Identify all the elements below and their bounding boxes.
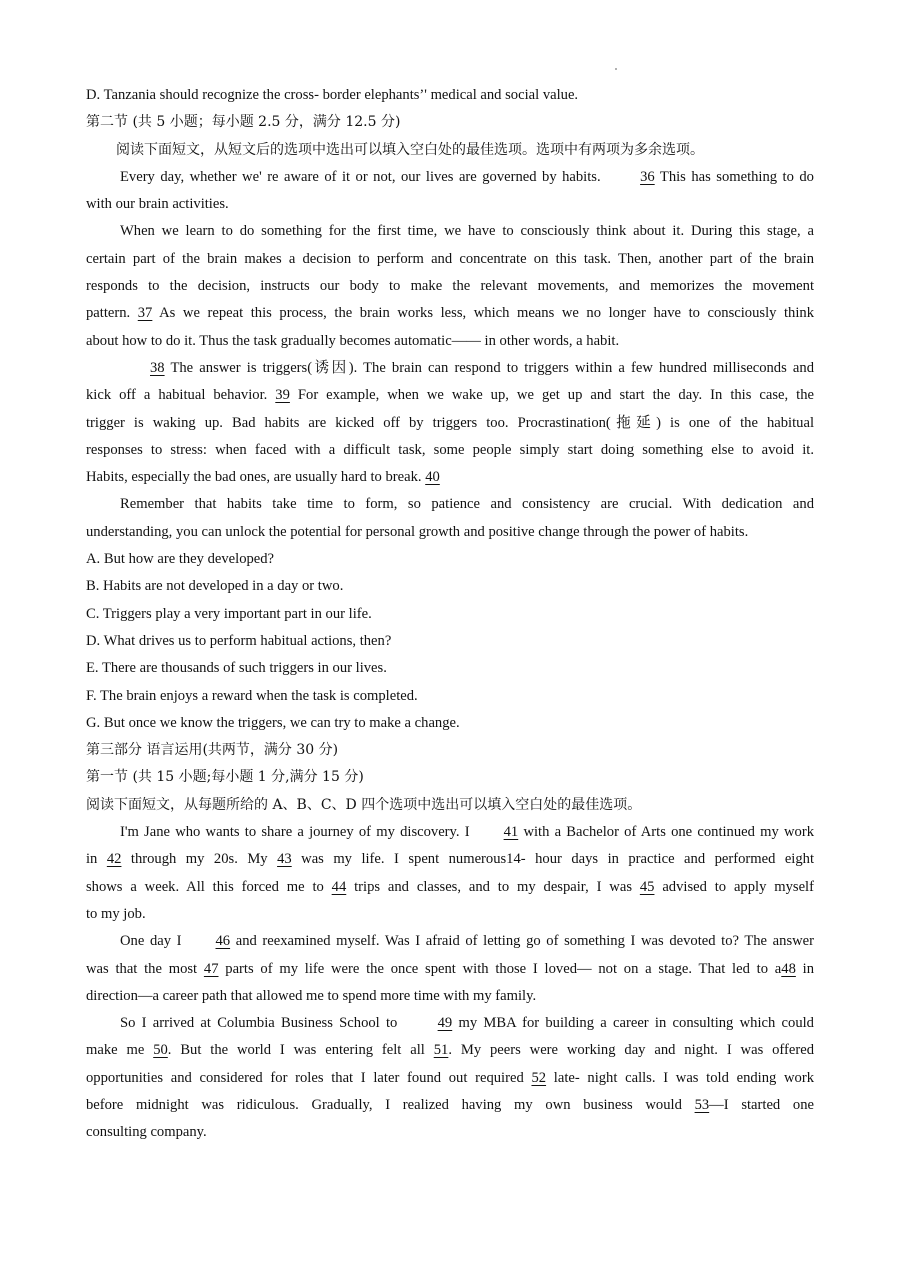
blank-48[interactable]: 48: [781, 960, 796, 977]
scan-speck: [615, 68, 617, 70]
section-heading-reading-7-choose-5: 第二节 (共 5 小题；每小题 2.5 分，满分 12.5 分): [86, 114, 401, 131]
blank-49[interactable]: 49: [437, 1015, 453, 1032]
passage1-p3-line1: [86, 355, 814, 382]
text: For example, when we wake up, we get up and start the day. In this case, the: [297, 387, 815, 404]
blank-45[interactable]: 45: [639, 878, 655, 895]
text: with a Bachelor of Arts one continued my work: [523, 824, 814, 841]
passage2-line2: [86, 846, 814, 873]
passage1-p2-line1: When we learn to do something for the first time, we have to consciously think about it. During this stage, a: [120, 223, 814, 240]
passage2-line4: to my job.: [86, 905, 146, 922]
text: shows a week. All this forced me to: [86, 878, 324, 895]
blank-50[interactable]: 50: [153, 1042, 168, 1059]
text: pattern.: [86, 305, 131, 322]
part3-section-heading: 第一节 (共 15 小题;每小题 1 分,满分 15 分): [86, 769, 364, 786]
passage2-line7: direction—a career path that allowed me to spend more time with my family.: [86, 987, 537, 1004]
text: opportunities and considered for roles that I later found out required: [86, 1069, 524, 1086]
passage1-p4-line1: Remember that habits take time to form, so patience and consistency are crucial. With dedication and: [120, 496, 814, 513]
part3-instruction: 阅读下面短文，从每题所给的 A、B、C、D 四个选项中选出可以填入空白处的最佳选项。: [86, 796, 642, 813]
previous-option-d: D. Tanzania should recognize the cross- border elephants’' medical and social value.: [86, 87, 579, 103]
blank-51[interactable]: 51: [433, 1042, 449, 1059]
text: The answer is triggers(诱因). The brain can respond to triggers within a few hundred milliseconds and: [170, 359, 814, 376]
option-d: D. What drives us to perform habitual actions, then?: [86, 632, 392, 649]
blank-40[interactable]: 40: [425, 469, 440, 486]
text: This has something to do: [659, 168, 814, 185]
blank-42[interactable]: 42: [106, 851, 122, 868]
passage1-p3-line3: trigger is waking up. Bad habits are kicked off by triggers too. Procrastination(拖延) is one of the habitual: [86, 414, 814, 431]
blank-46[interactable]: 46: [215, 933, 231, 950]
text: was that the most: [86, 960, 198, 977]
passage1-p4-line2: understanding, you can unlock the potential for personal growth and positive change through the power of habits.: [86, 523, 749, 540]
passage2-line12: consulting company.: [86, 1124, 207, 1141]
blank-52[interactable]: 52: [531, 1069, 547, 1086]
passage2-line5: [86, 928, 814, 955]
option-f: F. The brain enjoys a reward when the task is completed.: [86, 687, 418, 704]
text: So I arrived at Columbia Business School to: [120, 1015, 398, 1032]
text: parts of my life were the once spent with those I loved— not on a stage. That led to a: [225, 960, 782, 977]
passage1-p2-line5: about how to do it. Thus the task gradually becomes automatic—— in other words, a habit.: [86, 332, 620, 349]
text: was my life. I spent numerous14- hour days in practice and performed eight: [301, 851, 815, 868]
text: trips and classes, and to my despair, I was: [354, 878, 632, 895]
part3-heading: 第三部分 语言运用(共两节，满分 30 分): [86, 742, 339, 759]
blank-39[interactable]: 39: [275, 387, 290, 404]
blank-41[interactable]: 41: [503, 824, 519, 841]
passage2-line11: [86, 1092, 814, 1119]
option-c: C. Triggers play a very important part in our life.: [86, 605, 372, 622]
passage1-p2-line4: [86, 300, 814, 327]
option-a: A. But how are they developed?: [86, 551, 275, 568]
section-instruction: 阅读下面短文，从短文后的选项中选出可以填入空白处的最佳选项。选项中有两项为多余选项。: [116, 141, 704, 158]
text: . My peers were working day and night. I was offered: [448, 1042, 814, 1059]
text: in: [86, 851, 98, 868]
blank-37[interactable]: 37: [137, 305, 153, 322]
option-e: E. There are thousands of such triggers in our lives.: [86, 660, 387, 677]
text: —I started one: [709, 1096, 814, 1113]
text: Habits, especially the bad ones, are usually hard to break.: [86, 469, 422, 486]
option-b: B. Habits are not developed in a day or two.: [86, 578, 344, 595]
text: before midnight was ridiculous. Gradually, I realized having my own business would: [86, 1096, 682, 1113]
passage2-line10: [86, 1065, 814, 1092]
text: make me: [86, 1042, 145, 1059]
text: in: [802, 960, 814, 977]
text: late- night calls. I was told ending work: [553, 1069, 815, 1086]
passage1-p2-line2: certain part of the brain makes a decision to perform and concentrate on this task. Then, another part of the brain: [86, 250, 814, 267]
text: and reexamined myself. Was I afraid of letting go of something I was devoted to? The answer: [235, 933, 814, 950]
blank-53[interactable]: 53: [694, 1096, 710, 1113]
blank-47[interactable]: 47: [203, 960, 219, 977]
text: Every day, whether we' re aware of it or not, our lives are governed by habits.: [120, 168, 601, 185]
blank-36[interactable]: 36: [640, 168, 655, 185]
passage1-p1-line2: with our brain activities.: [86, 196, 229, 213]
passage2-line8: [86, 1010, 814, 1037]
passage1-p3-line4: responses to stress: when faced with a difficult task, some people simply start doing something else to avoid it.: [86, 441, 814, 458]
passage2-line9: [86, 1037, 814, 1064]
text: advised to apply myself: [662, 878, 814, 895]
passage1-p2-line3: responds to the decision, instructs our body to make the relevant movements, and memorizes the movement: [86, 278, 814, 295]
blank-38[interactable]: 38: [150, 359, 165, 376]
passage1-p3-line2: [86, 382, 814, 409]
text: through my 20s. My: [130, 851, 268, 868]
text: . But the world I was entering felt all: [167, 1042, 425, 1059]
passage1-p3-line5: [86, 464, 814, 491]
passage2-line1: [86, 819, 814, 846]
text: As we repeat this process, the brain works less, which means we no longer have to consciously think: [159, 305, 814, 322]
passage2-line3: [86, 874, 814, 901]
passage1-p1-line1: [86, 164, 814, 191]
blank-43[interactable]: 43: [277, 851, 292, 868]
text: kick off a habitual behavior.: [86, 387, 268, 404]
text: One day I: [120, 933, 182, 950]
text: my MBA for building a career in consulting which could: [458, 1015, 814, 1032]
passage2-line6: [86, 956, 814, 983]
text: I'm Jane who wants to share a journey of my discovery. I: [120, 824, 470, 841]
exam-page: [86, 82, 814, 1147]
option-g: G. But once we know the triggers, we can try to make a change.: [86, 714, 460, 731]
blank-44[interactable]: 44: [331, 878, 347, 895]
